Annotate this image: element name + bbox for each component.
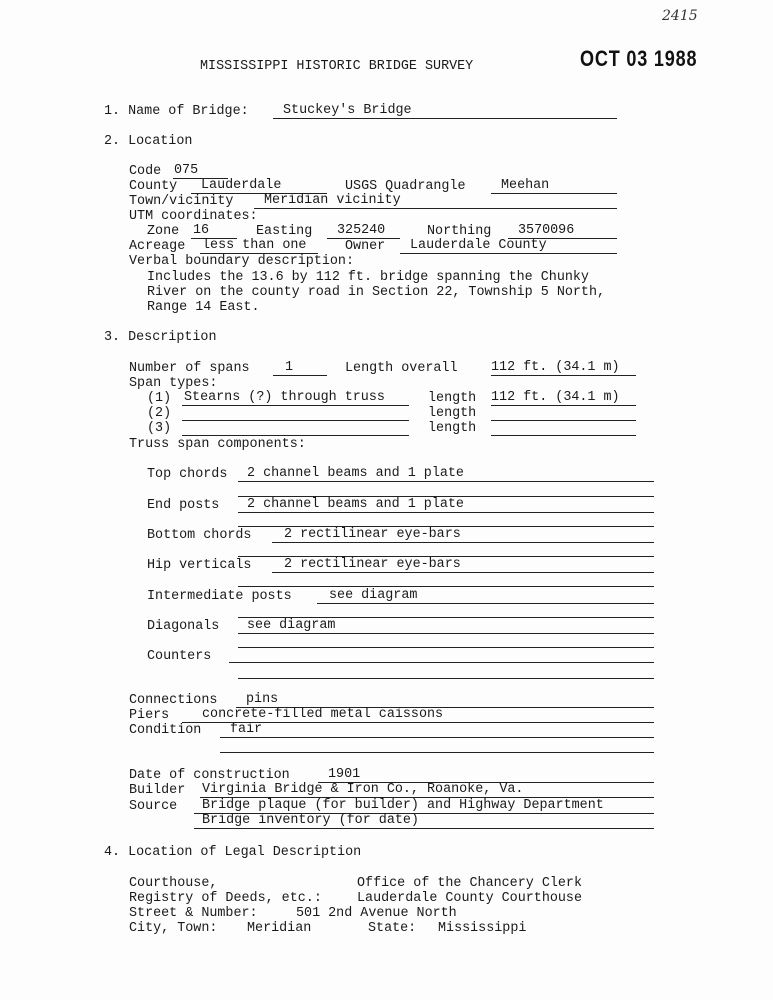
code-label: Code <box>129 164 162 179</box>
verbal-boundary-line: Range 14 East. <box>147 300 260 315</box>
state-label: State: <box>368 921 417 936</box>
diagonals-label: Diagonals <box>147 619 220 634</box>
piers-field: concrete-filled metal caissons <box>182 708 654 723</box>
received-date-stamp: OCT 03 1988 <box>580 46 698 71</box>
acreage-field: less than one <box>200 239 318 254</box>
bottom-chords-field: 2 rectilinear eye-bars <box>272 528 654 543</box>
counters-line <box>229 662 654 663</box>
connections-label: Connections <box>129 693 218 708</box>
usgs-quadrangle-label: USGS Quadrangle <box>345 179 466 194</box>
date-of-construction-label: Date of construction <box>129 768 290 783</box>
bridge-name-field: Stuckey's Bridge <box>273 104 617 119</box>
courthouse-label: Courthouse, <box>129 876 218 891</box>
date-of-construction-field: 1901 <box>318 768 654 783</box>
acreage-label: Acreage <box>129 239 186 254</box>
handwritten-note: 2415 <box>662 8 698 24</box>
span-2-type-line <box>182 420 409 421</box>
counters-extra-line <box>238 678 654 679</box>
description-heading: 3. Description <box>104 330 217 345</box>
hip-verticals-field: 2 rectilinear eye-bars <box>272 558 654 573</box>
usgs-quadrangle-field: Meehan <box>491 179 617 194</box>
town-vicinity-label: Town/vicinity <box>129 194 234 209</box>
number-of-spans-field: 1 <box>273 361 327 376</box>
county-field: Lauderdale <box>191 179 327 194</box>
verbal-boundary-line: Includes the 13.6 by 112 ft. bridge spanning the Chunky <box>147 270 589 285</box>
span-3-label: (3) <box>147 421 172 436</box>
diagonals-field: see diagram <box>238 619 654 634</box>
easting-field: 325240 <box>327 224 400 239</box>
easting-label: Easting <box>256 224 313 239</box>
street-number-label: Street & Number: <box>129 906 258 921</box>
source-label: Source <box>129 799 178 814</box>
registry-label: Registry of Deeds, etc.: <box>129 891 322 906</box>
zone-label: Zone <box>147 224 180 239</box>
verbal-boundary-line: River on the county road in Section 22, Township 5 North, <box>147 285 606 300</box>
legal-description-heading: 4. Location of Legal Description <box>104 845 362 860</box>
end-posts-field: 2 channel beams and 1 plate <box>238 498 654 513</box>
span-1-type-field: Stearns (?) through truss <box>182 391 409 406</box>
northing-field: 3570096 <box>508 224 617 239</box>
intermediate-posts-label: Intermediate posts <box>147 589 292 604</box>
street-number-value: 501 2nd Avenue North <box>296 906 457 921</box>
counters-label: Counters <box>147 649 212 664</box>
span-2-length-label: length <box>428 406 477 421</box>
hip-verticals-label: Hip verticals <box>147 558 252 573</box>
location-heading: 2. Location <box>104 134 193 149</box>
top-chords-field: 2 channel beams and 1 plate <box>238 467 654 482</box>
span-3-type-line <box>182 435 409 436</box>
county-label: County <box>129 179 178 194</box>
span-1-length-field: 112 ft. (34.1 m) <box>491 391 636 406</box>
condition-label: Condition <box>129 723 202 738</box>
hip-verticals-extra-line <box>238 586 654 587</box>
span-types-label: Span types: <box>129 376 218 391</box>
bottom-chords-label: Bottom chords <box>147 528 252 543</box>
zone-field: 16 <box>191 224 237 239</box>
number-of-spans-label: Number of spans <box>129 361 250 376</box>
courthouse-value: Office of the Chancery Clerk <box>357 876 582 891</box>
length-overall-label: Length overall <box>345 361 458 376</box>
span-1-length-label: length <box>428 391 477 406</box>
span-3-length-line <box>491 435 636 436</box>
top-chords-label: Top chords <box>147 467 228 482</box>
builder-label: Builder <box>129 783 186 798</box>
connections-field: pins <box>236 693 654 708</box>
city-town-value: Meridian <box>247 921 312 936</box>
source-field: Bridge plaque (for builder) and Highway Department <box>194 799 654 814</box>
owner-label: Owner <box>345 239 386 254</box>
condition-extra-line <box>220 752 654 753</box>
verbal-boundary-label: Verbal boundary description: <box>129 254 354 269</box>
span-2-length-line <box>491 420 636 421</box>
end-posts-label: End posts <box>147 498 220 513</box>
truss-components-label: Truss span components: <box>129 437 306 452</box>
utm-coordinates-label: UTM coordinates: <box>129 209 258 224</box>
intermediate-posts-field: see diagram <box>317 589 654 604</box>
span-3-length-label: length <box>428 421 477 436</box>
northing-label: Northing <box>427 224 492 239</box>
diagonals-extra-line <box>238 647 654 648</box>
source-field-line-2: Bridge inventory (for date) <box>194 814 654 829</box>
span-1-label: (1) <box>147 391 172 406</box>
length-overall-field: 112 ft. (34.1 m) <box>491 361 636 376</box>
state-value: Mississippi <box>438 921 527 936</box>
bridge-name-label: 1. Name of Bridge: <box>104 104 249 119</box>
city-town-label: City, Town: <box>129 921 218 936</box>
span-2-label: (2) <box>147 406 172 421</box>
code-field: 075 <box>173 164 228 179</box>
builder-field: Virginia Bridge & Iron Co., Roanoke, Va. <box>200 783 654 798</box>
piers-label: Piers <box>129 708 170 723</box>
condition-field: fair <box>220 723 654 738</box>
registry-value: Lauderdale County Courthouse <box>357 891 582 906</box>
owner-field: Lauderdale County <box>400 239 617 254</box>
page-title: MISSISSIPPI HISTORIC BRIDGE SURVEY <box>200 59 474 74</box>
town-vicinity-field: Meridian vicinity <box>254 194 617 209</box>
